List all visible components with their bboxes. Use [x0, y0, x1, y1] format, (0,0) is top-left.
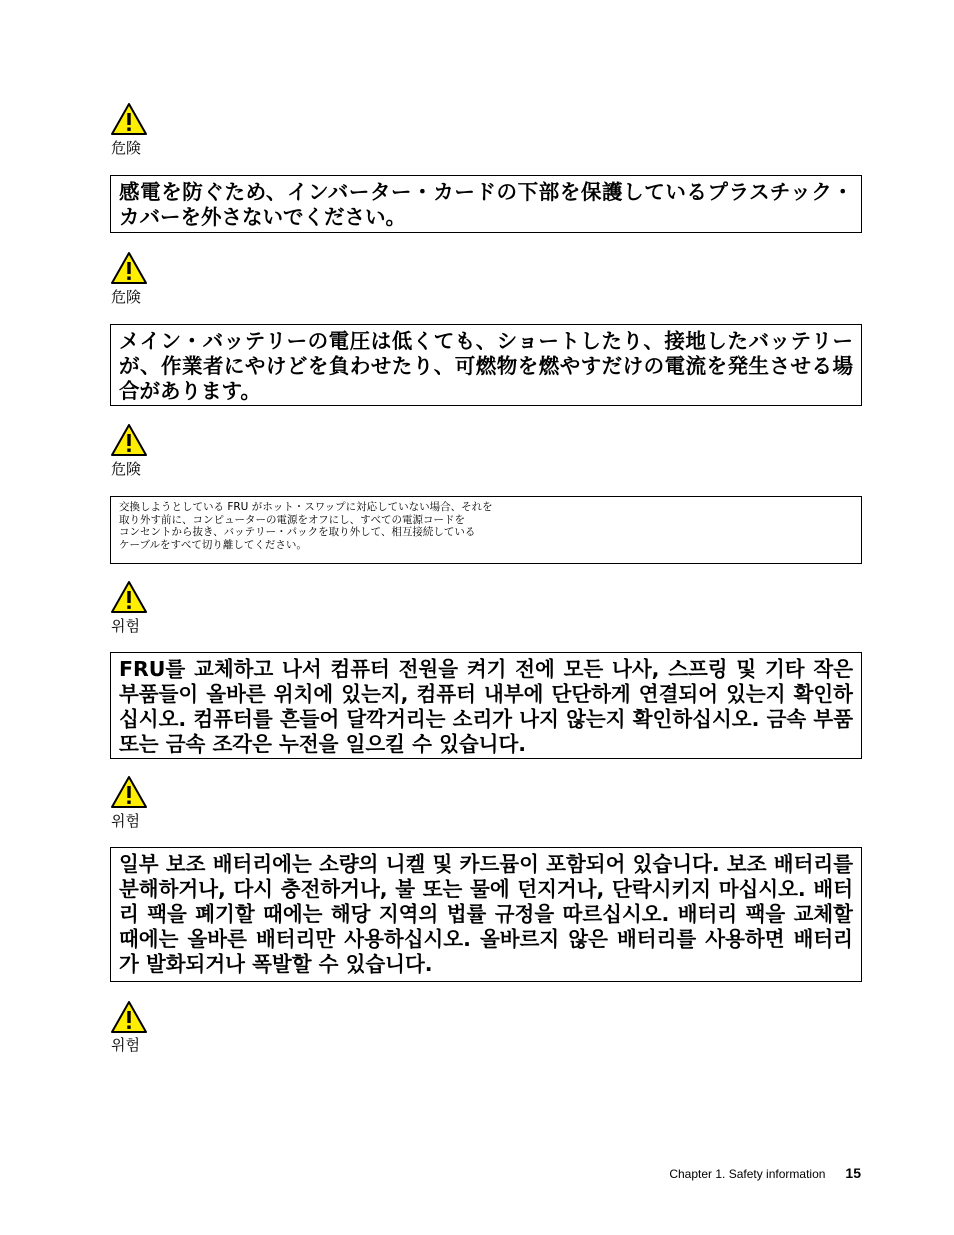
page-number: 15 [845, 1165, 861, 1181]
danger-label: 위험 [111, 617, 140, 635]
notice-box [110, 324, 862, 406]
warning-triangle-icon [110, 580, 148, 614]
warning-triangle-icon [110, 251, 148, 285]
chapter-title: Chapter 1. Safety information [669, 1167, 826, 1181]
danger-label: 위험 [111, 1036, 140, 1054]
warning-triangle-icon [110, 1000, 148, 1034]
notice-box [110, 847, 862, 982]
danger-label: 위험 [111, 812, 140, 830]
notice-box [110, 175, 862, 233]
notice-text: FRU를 교체하고 나서 컴퓨터 전원을 켜기 전에 모든 나사, 스프링 및 기타 작은 부품들이 올바른 위치에 있는지, 컴퓨터 내부에 단단하게 연결되어 있는지 확인하십시오. 컴퓨터를 흔들어 달깍거리는 소리가 나지 않는지 확인하십시오. 금속 부품 또는 금속 조각은 누전을 일으킬 수 있습니다. [119, 657, 853, 756]
danger-label: 危険 [111, 288, 142, 306]
danger-label: 危険 [111, 139, 142, 157]
notice-box [110, 496, 862, 564]
notice-text: 일부 보조 배터리에는 소량의 니켈 및 카드뮴이 포함되어 있습니다. 보조 배터리를 분해하거나, 다시 충전하거나, 불 또는 물에 던지거나, 단락시키지 마십시오. 배터리 팩을 폐기할 때에는 해당 지역의 법률 규정을 따르십시오. 배터리 팩을 교체할 때에는 올바른 배터리만 사용하십시오. 올바르지 않은 배터리를 사용하면 배터리가 발화되거나 폭발할 수 있습니다. [119, 852, 853, 976]
notice-text: メイン・バッテリーの電圧は低くても、ショートしたり、接地したバッテリーが、作業者にやけどを負わせたり、可燃物を燃やすだけの電流を発生させる場合があります。 [119, 329, 853, 403]
warning-triangle-icon [110, 423, 148, 457]
notice-text: 交換しようとしている FRU がホット・スワップに対応していない場合、それを 取り外す前に、コンピューターの電源をオフにし、すべての電源コードを コンセントから抜き、バッテリー・パックを取り外して、相互接続している ケーブルをすべて切り離してください。 [119, 501, 493, 551]
warning-triangle-icon [110, 102, 148, 136]
warning-triangle-icon [110, 775, 148, 809]
page-footer [669, 1164, 861, 1183]
danger-label: 危険 [111, 460, 142, 478]
notice-box [110, 652, 862, 759]
notice-text: 感電を防ぐため、インバーター・カードの下部を保護しているプラスチック・カバーを外さないでください。 [119, 180, 853, 229]
